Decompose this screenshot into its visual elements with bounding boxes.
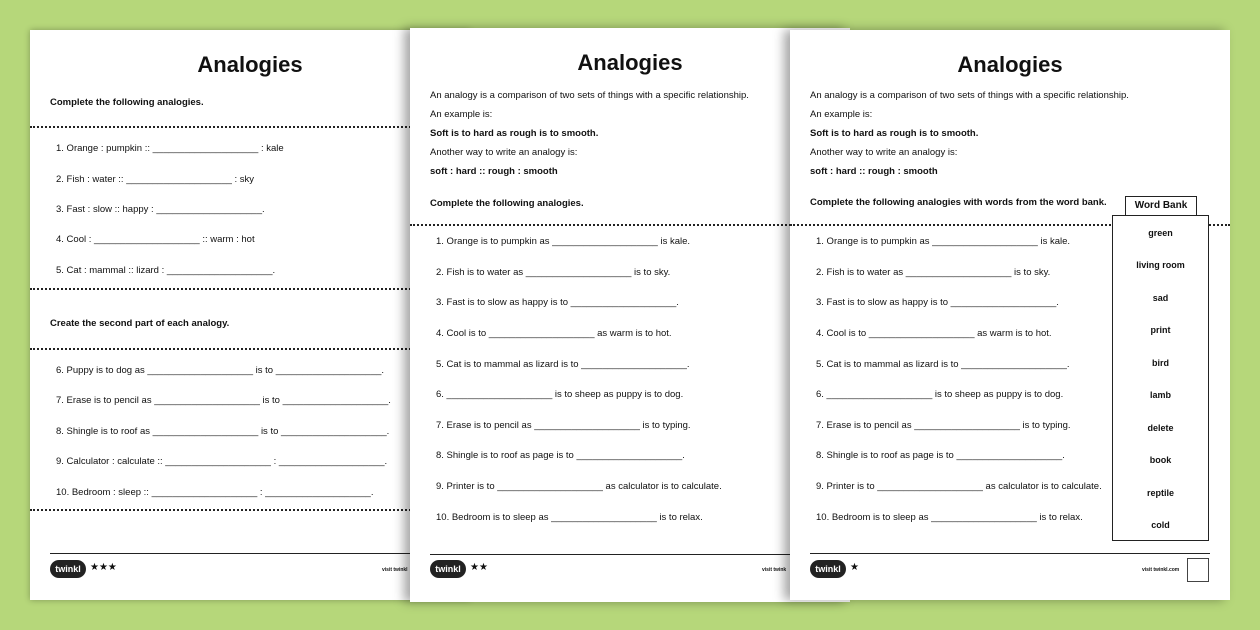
word-bank-item: green — [1148, 228, 1173, 238]
word-bank-item: book — [1149, 455, 1172, 465]
word-bank-item: delete — [1147, 423, 1174, 433]
section-heading: Complete the following analogies. — [50, 97, 204, 108]
intro-example: Soft is to hard as rough is to smooth. — [430, 128, 599, 139]
footer-text: visit twinkl.com — [1142, 567, 1180, 573]
worksheet-title: Analogies — [197, 52, 303, 77]
intro-example: soft : hard :: rough : smooth — [810, 166, 938, 177]
question-item: 8. Shingle is to roof as page is to ____________________. — [436, 450, 685, 461]
difficulty-stars: ★ — [850, 562, 859, 573]
intro-text: Another way to write an analogy is: — [810, 147, 958, 158]
dotted-divider — [30, 288, 470, 290]
question-item: 1. Orange is to pumpkin as ____________________ is kale. — [436, 236, 691, 247]
footer-rule — [810, 553, 1210, 554]
section-heading: Complete the following analogies with words from the word bank. — [810, 197, 1107, 208]
difficulty-stars: ★★ — [470, 562, 488, 573]
intro-text: An analogy is a comparison of two sets of things with a specific relationship. — [810, 90, 1129, 101]
intro-example: Soft is to hard as rough is to smooth. — [810, 128, 979, 139]
question-item: 7. Erase is to pencil as ____________________ is to typing. — [816, 420, 1071, 431]
word-bank-item: sad — [1152, 293, 1169, 303]
question-item: 7. Erase is to pencil as ____________________ is to ____________________. — [56, 395, 391, 406]
intro-text: Another way to write an analogy is: — [430, 147, 578, 158]
question-item: 6. ____________________ is to sheep as puppy is to dog. — [816, 389, 1064, 400]
worksheet-title: Analogies — [577, 50, 683, 75]
question-item: 2. Fish : water :: ____________________ : sky — [56, 174, 255, 185]
difficulty-stars: ★★★ — [90, 562, 117, 573]
intro-text: An analogy is a comparison of two sets of things with a specific relationship. — [430, 90, 749, 101]
quality-badge-icon — [1187, 558, 1209, 582]
question-item: 8. Shingle is to roof as page is to ____________________. — [816, 450, 1065, 461]
question-item: 10. Bedroom is to sleep as ____________________ is to relax. — [816, 512, 1083, 523]
question-item: 9. Calculator : calculate :: ____________________ : ____________________. — [56, 456, 388, 467]
question-item: 7. Erase is to pencil as ____________________ is to typing. — [436, 420, 691, 431]
question-item: 3. Fast is to slow as happy is to ____________________. — [436, 297, 679, 308]
dotted-divider — [30, 348, 470, 350]
dotted-divider — [410, 224, 850, 226]
worksheet-level-1 — [790, 30, 1230, 600]
intro-text: An example is: — [430, 109, 493, 120]
question-item: 9. Printer is to ____________________ as calculator is to calculate. — [816, 481, 1102, 492]
question-item: 10. Bedroom : sleep :: ____________________ : ____________________. — [56, 487, 374, 498]
word-bank-item: living room — [1136, 260, 1185, 270]
question-item: 10. Bedroom is to sleep as ____________________ is to relax. — [436, 512, 703, 523]
worksheet-title: Analogies — [957, 52, 1063, 77]
worksheet-level-2 — [410, 28, 850, 602]
worksheet-level-3 — [30, 30, 470, 600]
twinkl-logo: twinkl — [50, 560, 86, 578]
question-item: 1. Orange is to pumpkin as ____________________ is kale. — [816, 236, 1071, 247]
word-bank-item: bird — [1152, 358, 1169, 368]
word-bank-item: cold — [1151, 520, 1170, 530]
footer-text: visit twinkl — [382, 567, 408, 573]
question-item: 6. ____________________ is to sheep as puppy is to dog. — [436, 389, 684, 400]
word-bank-item: print — [1150, 325, 1171, 335]
footer-rule — [50, 553, 450, 554]
intro-text: An example is: — [810, 109, 873, 120]
question-item: 3. Fast : slow :: happy : ____________________. — [56, 204, 265, 215]
section-heading: Complete the following analogies. — [430, 198, 584, 209]
question-item: 3. Fast is to slow as happy is to ____________________. — [816, 297, 1059, 308]
question-item: 5. Cat : mammal :: lizard : ____________________. — [56, 265, 276, 276]
question-item: 4. Cool is to ____________________ as warm is to hot. — [816, 328, 1052, 339]
word-bank-item: lamb — [1149, 390, 1171, 400]
question-item: 2. Fish is to water as ____________________ is to sky. — [816, 267, 1051, 278]
footer-rule — [430, 554, 830, 555]
word-bank-title: Word Bank — [1125, 196, 1197, 216]
question-item: 2. Fish is to water as ____________________ is to sky. — [436, 267, 671, 278]
question-item: 5. Cat is to mammal as lizard is to ____________________. — [436, 359, 690, 370]
word-bank — [1112, 215, 1209, 541]
section-heading: Create the second part of each analogy. — [50, 318, 230, 329]
word-bank-item: reptile — [1146, 488, 1174, 498]
dotted-divider — [30, 509, 470, 511]
question-item: 4. Cool : ____________________ :: warm : hot — [56, 234, 255, 245]
question-item: 6. Puppy is to dog as ____________________ is to ____________________. — [56, 365, 385, 376]
twinkl-logo: twinkl — [810, 560, 846, 578]
twinkl-logo: twinkl — [430, 560, 466, 578]
question-item: 5. Cat is to mammal as lizard is to ____________________. — [816, 359, 1070, 370]
question-item: 8. Shingle is to roof as ____________________ is to ____________________. — [56, 426, 390, 437]
footer-text: visit twink — [762, 567, 787, 573]
question-item: 1. Orange : pumpkin :: ____________________ : kale — [56, 143, 284, 154]
question-item: 4. Cool is to ____________________ as warm is to hot. — [436, 328, 672, 339]
intro-example: soft : hard :: rough : smooth — [430, 166, 558, 177]
question-item: 9. Printer is to ____________________ as calculator is to calculate. — [436, 481, 722, 492]
dotted-divider — [30, 126, 470, 128]
